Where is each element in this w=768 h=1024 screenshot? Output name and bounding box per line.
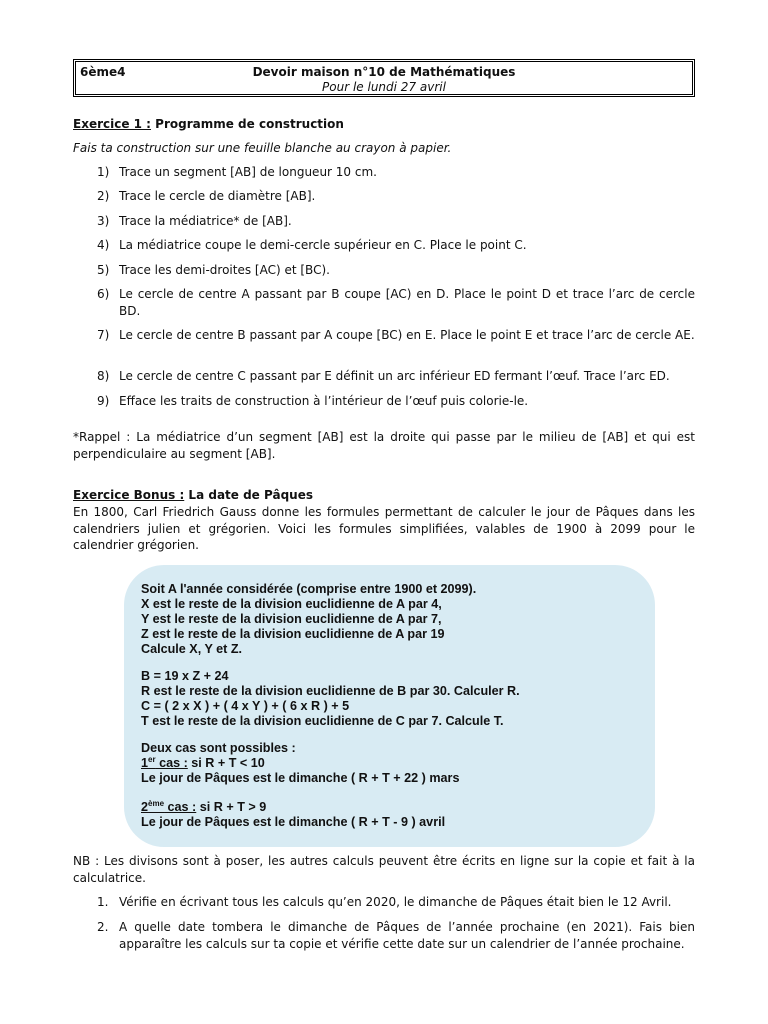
question-number: 1.	[97, 895, 109, 909]
case2-line	[141, 800, 266, 814]
bonus-heading: La date de Pâques	[184, 488, 313, 502]
step-text: Le cercle de centre C passant par E définit un arc inférieur ED fermant l’œuf. Trace l’arc ED.	[119, 369, 670, 383]
formula-line: T est le reste de la division euclidienne de C par 7. Calcule T.	[141, 714, 504, 728]
step-number: 7)	[97, 328, 110, 342]
class-label: 6ème4	[80, 65, 126, 79]
step-number: 5)	[97, 263, 110, 277]
list-item	[73, 188, 695, 205]
case2-label	[141, 800, 196, 814]
formula-line: R est le reste de la division euclidienne de B par 30. Calculer R.	[141, 684, 520, 698]
list-item	[73, 894, 695, 911]
case2-condition: si R + T > 9	[196, 800, 267, 814]
formula-line: B = 19 x Z + 24	[141, 669, 229, 683]
bonus-title	[73, 487, 313, 504]
case1-line	[141, 756, 265, 770]
list-item	[73, 262, 695, 279]
step-number: 6)	[97, 287, 110, 301]
step-number: 8)	[97, 369, 110, 383]
formula-box	[124, 565, 655, 847]
step-text: Le cercle de centre B passant par A coupe [BC) en E. Place le point E et trace l’arc de cercle AE.	[119, 328, 695, 342]
case2-num: 2	[141, 800, 149, 814]
bonus-label: Exercice Bonus :	[73, 488, 185, 502]
case1-word: cas :	[155, 756, 188, 770]
header-box	[73, 59, 695, 97]
list-item	[73, 286, 695, 319]
formula-line: Le jour de Pâques est le dimanche ( R + T + 22 ) mars	[141, 771, 460, 785]
question-text: Vérifie en écrivant tous les calculs qu’en 2020, le dimanche de Pâques était bien le 12 Avril.	[119, 895, 672, 909]
step-number: 9)	[97, 394, 110, 408]
mediatrice-reminder: *Rappel : La médiatrice d’un segment [AB] est la droite qui passe par le milieu de [AB] et qui est perpendiculaire au segment [AB].	[73, 430, 695, 461]
case2-sup: ème	[148, 798, 165, 808]
case2-word: cas :	[164, 800, 197, 814]
step-number: 2)	[97, 189, 110, 203]
exercise1-title	[73, 116, 344, 133]
step-text: Trace la médiatrice* de [AB].	[119, 214, 292, 228]
case1-num: 1	[141, 756, 149, 770]
list-item	[73, 919, 695, 952]
exercise1-label: Exercice 1 :	[73, 117, 151, 131]
step-number: 4)	[97, 238, 110, 252]
formula-line: Calcule X, Y et Z.	[141, 642, 243, 656]
step-text: La médiatrice coupe le demi-cercle supérieur en C. Place le point C.	[119, 238, 527, 252]
document-title: Devoir maison n°10 de Mathématiques	[252, 65, 516, 79]
list-item	[73, 327, 695, 344]
list-item	[73, 237, 695, 254]
formula-line: Z est le reste de la division euclidienne de A par 19	[141, 627, 445, 641]
formula-line: Soit A l'année considérée (comprise entre 1900 et 2099).	[141, 582, 477, 596]
list-item	[73, 164, 695, 181]
formula-line: Le jour de Pâques est le dimanche ( R + T - 9 ) avril	[141, 815, 446, 829]
formula-line: C = ( 2 x X ) + ( 4 x Y ) + ( 6 x R ) + 5	[141, 699, 350, 713]
list-item	[73, 213, 695, 230]
case1-condition: si R + T < 10	[187, 756, 265, 770]
bonus-intro: En 1800, Carl Friedrich Gauss donne les formules permettant de calculer le jour de Pâques dans les calendriers julien et grégorien. Voici les formules simplifiées, valables de 1900 à 2099 pour le calendrier grégorien.	[73, 505, 695, 552]
due-date: Pour le lundi 27 avril	[322, 80, 446, 94]
step-text: Trace un segment [AB] de longueur 10 cm.	[119, 165, 377, 179]
step-text: Trace les demi-droites [AC) et [BC).	[119, 263, 330, 277]
formula-line: X est le reste de la division euclidienne de A par 4,	[141, 597, 442, 611]
list-item	[73, 368, 695, 385]
question-text: A quelle date tombera le dimanche de Pâques de l’année prochaine (en 2021). Fais bien apparaître les calculs sur ta copie et vérifie cette date sur un calendrier de l’année prochaine.	[119, 920, 695, 951]
exercise1-instruction: Fais ta construction sur une feuille blanche au crayon à papier.	[73, 141, 452, 155]
formula-line: Deux cas sont possibles :	[141, 741, 296, 755]
step-number: 3)	[97, 214, 110, 228]
list-item	[73, 393, 695, 410]
formula-line: Y est le reste de la division euclidienne de A par 7,	[141, 612, 442, 626]
case1-label	[141, 756, 188, 770]
step-text: Trace le cercle de diamètre [AB].	[119, 189, 316, 203]
nb-note: NB : Les divisons sont à poser, les autres calculs peuvent être écrits en ligne sur la copie et fait à la calculatrice.	[73, 854, 695, 885]
step-text: Le cercle de centre A passant par B coupe [AC) en D. Place le point D et trace l’arc de cercle BD.	[119, 287, 695, 318]
step-number: 1)	[97, 165, 110, 179]
case1-sup: er	[148, 754, 156, 764]
exercise1-heading: Programme de construction	[150, 117, 344, 131]
step-text: Efface les traits de construction à l’intérieur de l’œuf puis colorie-le.	[119, 394, 529, 408]
question-number: 2.	[97, 920, 109, 934]
